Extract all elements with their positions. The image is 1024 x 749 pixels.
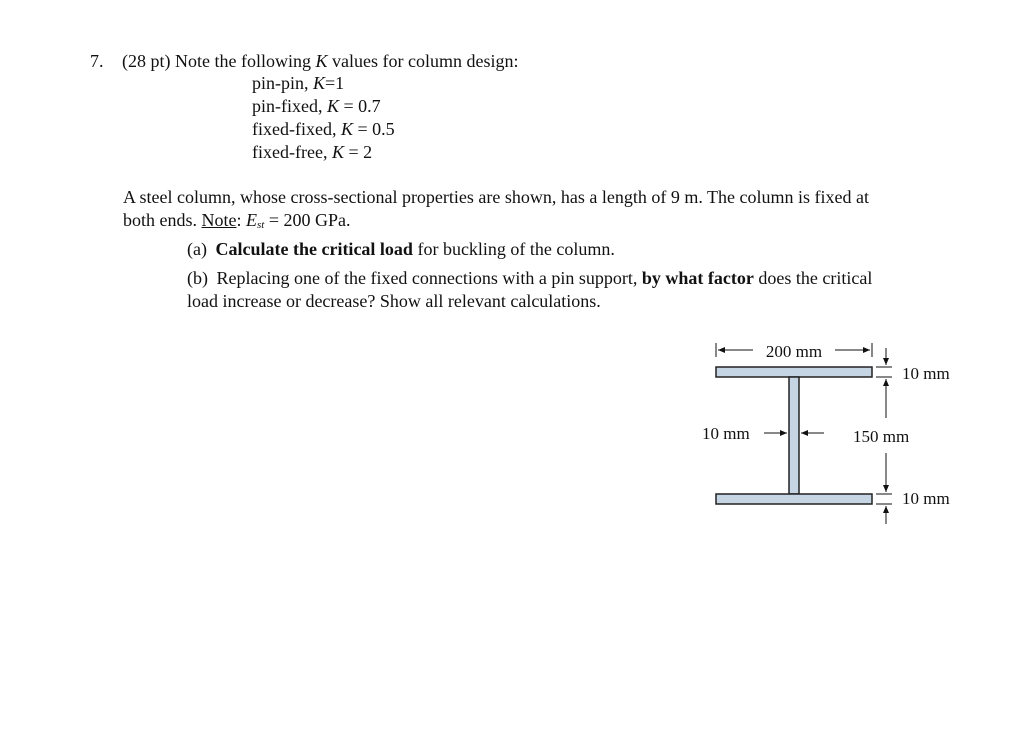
bottom-flange	[716, 494, 872, 504]
bottom-flange-thickness-label: 10 mm	[902, 489, 950, 508]
i-beam-diagram	[690, 330, 990, 540]
question-intro-end: values for column design:	[332, 51, 519, 71]
k-value-item: fixed-fixed, K = 0.5	[252, 119, 395, 139]
question-points: (28 pt)	[122, 51, 171, 71]
web	[789, 377, 799, 494]
k-values-list	[252, 72, 395, 164]
web-height-label: 150 mm	[853, 427, 910, 446]
problem-line-1: A steel column, whose cross-sectional properties are shown, has a length of 9 m. The column is fixed at	[123, 187, 869, 207]
top-flange-thickness-label: 10 mm	[902, 364, 950, 383]
k-value-item: fixed-free, K = 2	[252, 142, 373, 162]
question-number: 7.	[90, 51, 104, 71]
note-label: Note	[201, 210, 237, 230]
k-value-item: pin-pin, K=1	[252, 73, 345, 93]
question-intro: Note the following	[175, 51, 311, 71]
problem-statement	[123, 186, 1003, 237]
k-symbol: K	[315, 51, 328, 71]
question-header	[90, 50, 518, 72]
web-thickness-label: 10 mm	[702, 424, 750, 443]
top-flange	[716, 367, 872, 377]
part-b: (b) Replacing one of the fixed connections with a pin support, by what factor does the critical load increase or decrease? Show all relevant calculations.	[187, 268, 873, 311]
e-symbol: E	[246, 210, 258, 230]
flange-width-label: 200 mm	[765, 342, 823, 361]
k-value-item: pin-fixed, K = 0.7	[252, 96, 381, 116]
problem-line-2: both ends. Note: Est = 200 GPa.	[123, 210, 351, 231]
part-a: (a) Calculate the critical load for buckling of the column.	[187, 239, 615, 259]
